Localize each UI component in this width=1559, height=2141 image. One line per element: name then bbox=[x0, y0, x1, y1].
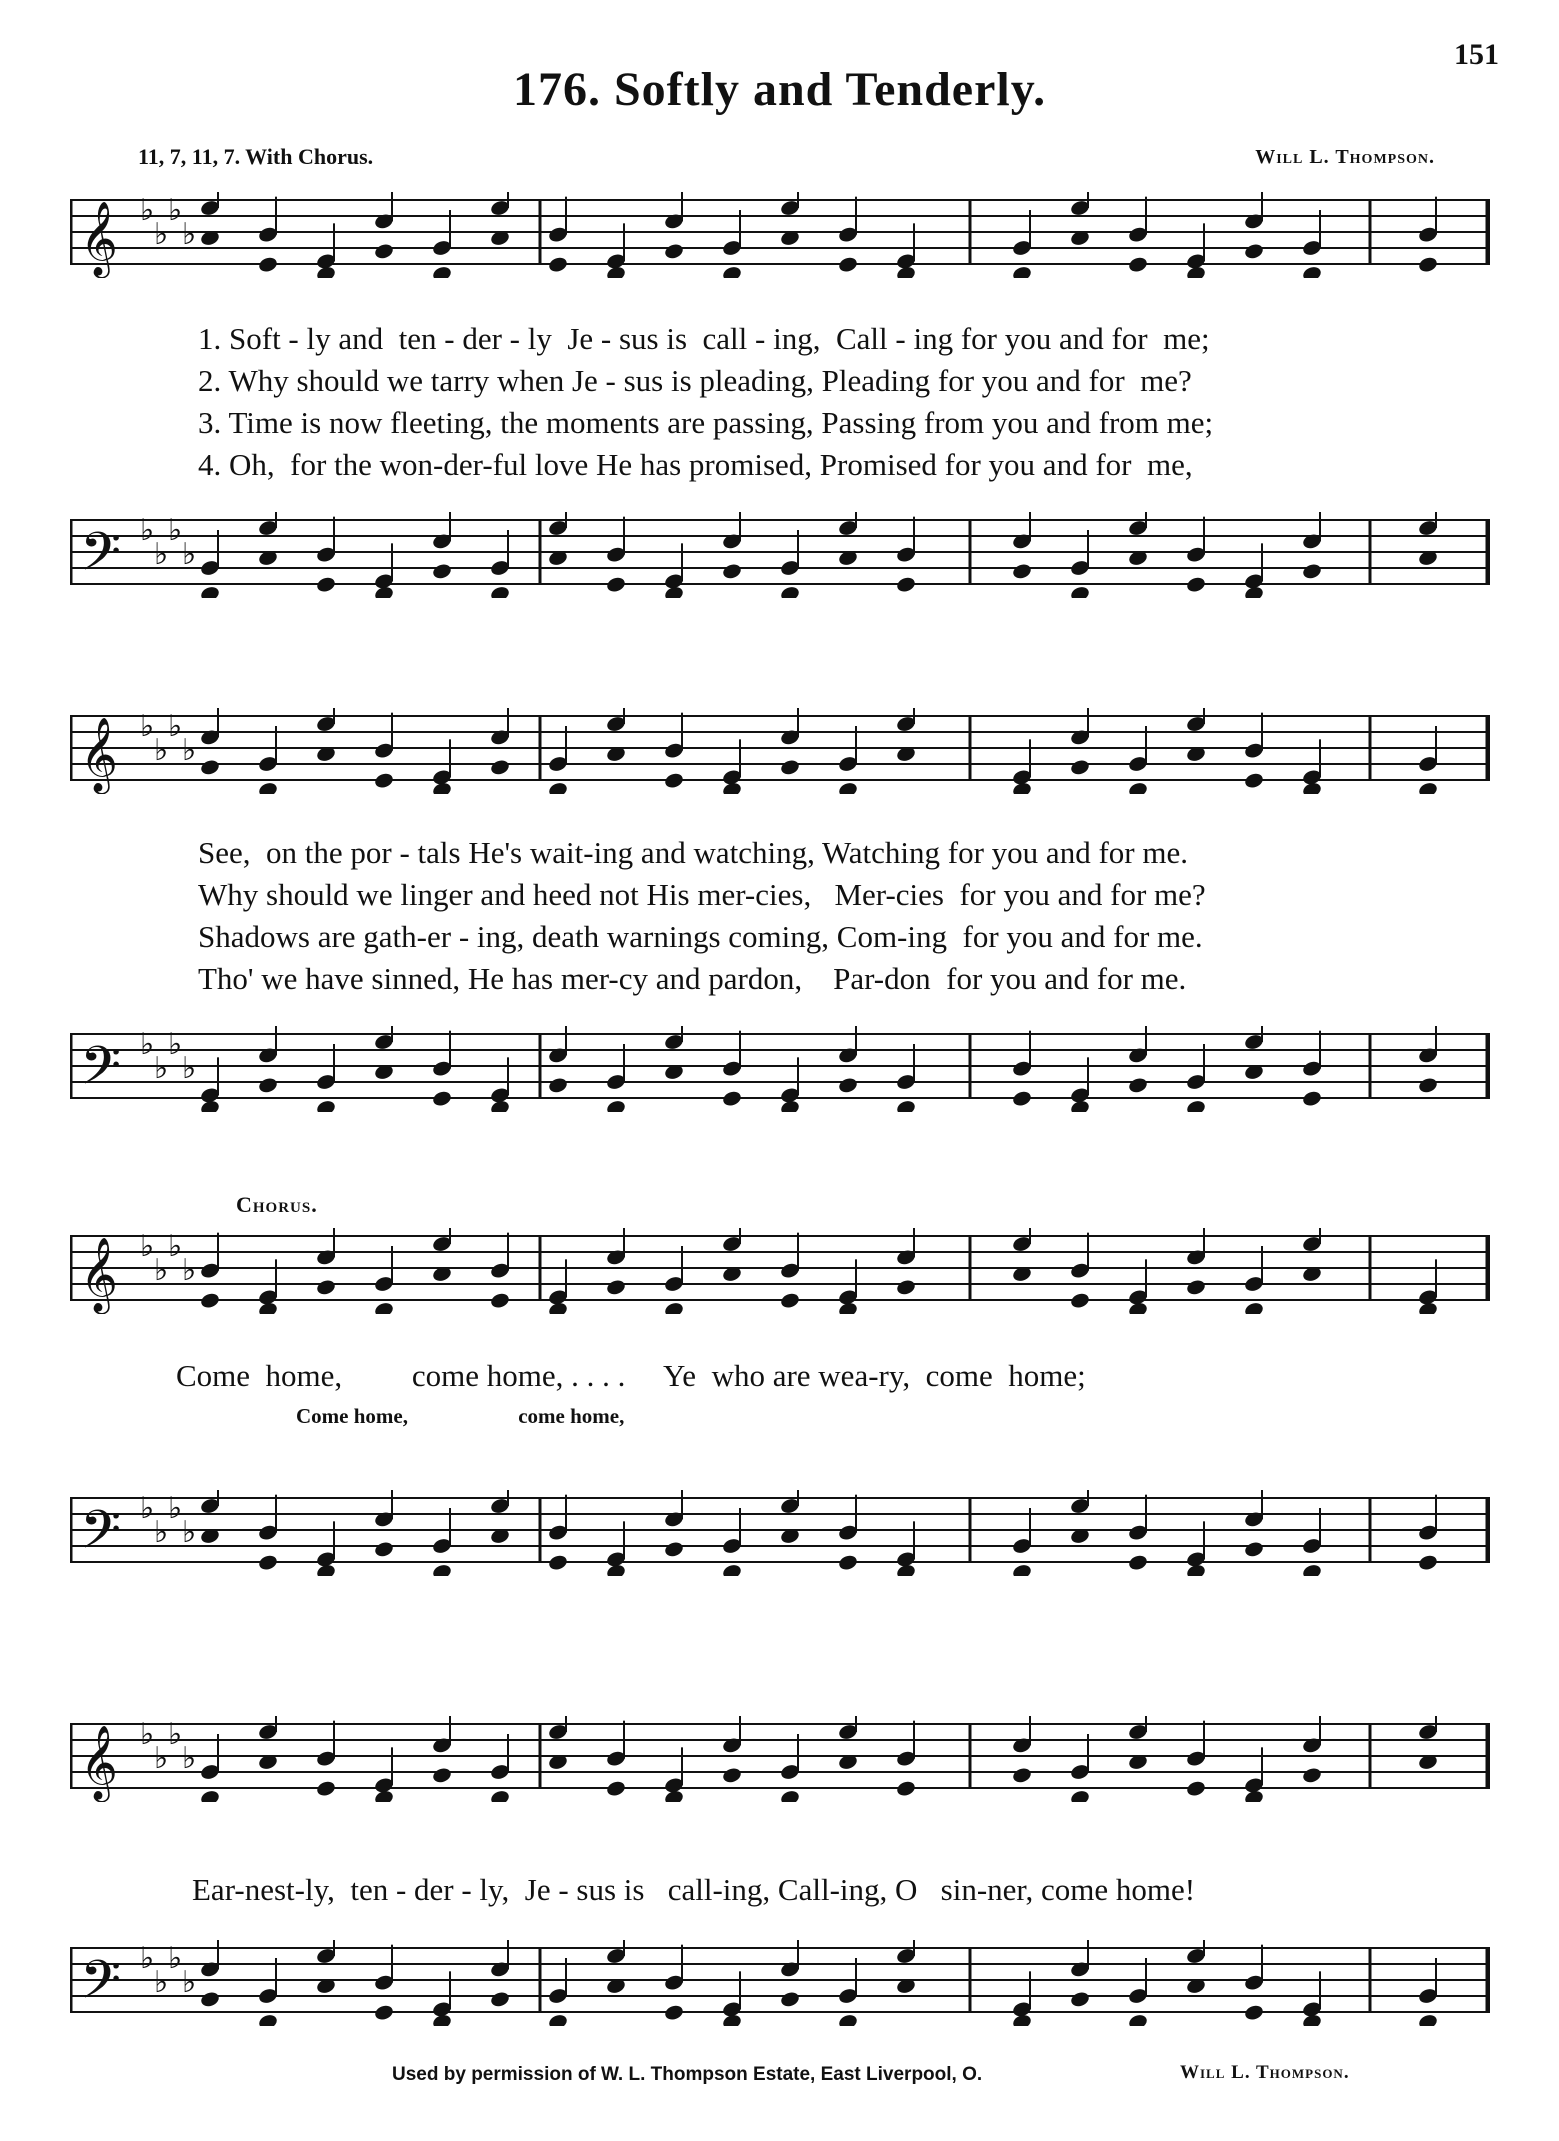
note-head bbox=[1243, 771, 1264, 789]
note-head bbox=[1301, 562, 1322, 580]
flat-icon: ♭ bbox=[140, 194, 155, 227]
flat-icon: ♭ bbox=[182, 1254, 197, 1287]
flat-icon: ♭ bbox=[140, 1492, 155, 1525]
note-head bbox=[895, 1779, 916, 1797]
note-head bbox=[721, 1089, 742, 1107]
note-head bbox=[1069, 585, 1090, 598]
note-head bbox=[547, 2013, 568, 2026]
flat-icon: ♭ bbox=[182, 1516, 197, 1549]
flat-icon: ♭ bbox=[182, 218, 197, 251]
note-head bbox=[1127, 1553, 1148, 1571]
flat-icon: ♭ bbox=[168, 1230, 183, 1263]
note-head bbox=[1243, 2003, 1264, 2021]
note-head bbox=[1301, 265, 1322, 278]
note-head bbox=[663, 1301, 684, 1314]
note-head bbox=[779, 1789, 800, 1802]
verse-line: 3. Time is now fleeting, the moments are passing, Passing from you and from me; bbox=[198, 405, 1214, 440]
note-head bbox=[431, 265, 452, 278]
permission-note: Used by permission of W. L. Thompson Estate, East Liverpool, O. bbox=[392, 2064, 983, 2085]
flat-icon: ♭ bbox=[140, 514, 155, 547]
note-head bbox=[257, 1076, 278, 1094]
bass-clef-icon: 𝄢 bbox=[80, 522, 122, 596]
flat-icon: ♭ bbox=[154, 538, 169, 571]
flat-icon: ♭ bbox=[140, 1230, 155, 1263]
staff-lines bbox=[70, 708, 1490, 794]
bass-clef-icon: 𝄢 bbox=[80, 1950, 122, 2024]
chorus-label: Chorus. bbox=[236, 1192, 318, 1217]
note-head bbox=[1243, 242, 1264, 260]
note-head bbox=[547, 255, 568, 273]
verse-line: Tho' we have sinned, He has mer-cy and pardon, Par-don for you and for me. bbox=[198, 961, 1187, 996]
note-head bbox=[315, 1779, 336, 1797]
flat-icon: ♭ bbox=[154, 1966, 169, 1999]
flat-icon: ♭ bbox=[140, 710, 155, 743]
note-head bbox=[1127, 2013, 1148, 2026]
note-head bbox=[373, 1301, 394, 1314]
flat-icon: ♭ bbox=[168, 1028, 183, 1061]
note-head bbox=[779, 585, 800, 598]
note-head bbox=[1069, 758, 1090, 776]
hymn-composer: Will L. Thompson. bbox=[1255, 146, 1435, 168]
bass-clef-icon: 𝄢 bbox=[80, 1500, 122, 1574]
bass-staff bbox=[70, 1490, 1490, 1576]
note-head bbox=[373, 242, 394, 260]
note-head bbox=[373, 771, 394, 789]
note-head bbox=[895, 1278, 916, 1296]
note-head bbox=[605, 575, 626, 593]
note-head bbox=[1417, 781, 1438, 794]
note-head bbox=[1069, 1789, 1090, 1802]
note-head bbox=[431, 1766, 452, 1784]
note-head bbox=[1243, 1301, 1264, 1314]
treble-staff bbox=[70, 708, 1490, 794]
note-head bbox=[1417, 255, 1438, 273]
note-head bbox=[489, 1291, 510, 1309]
note-head bbox=[547, 781, 568, 794]
flat-icon: ♭ bbox=[168, 194, 183, 227]
note-head bbox=[1185, 1099, 1206, 1112]
verse-block-2 bbox=[198, 832, 1206, 1000]
flat-icon: ♭ bbox=[182, 1742, 197, 1775]
hymn-meter: 11, 7, 11, 7. With Chorus. bbox=[138, 144, 374, 169]
chorus-echo-line: Come home, come home, bbox=[296, 1404, 625, 1428]
staff-lines bbox=[70, 512, 1490, 598]
note-head bbox=[1417, 1553, 1438, 1571]
note-head bbox=[1417, 1076, 1438, 1094]
bass-staff bbox=[70, 512, 1490, 598]
footer-composer: Will L. Thompson. bbox=[1180, 2062, 1350, 2083]
note-head bbox=[663, 2003, 684, 2021]
staff-lines bbox=[70, 1490, 1490, 1576]
note-head bbox=[489, 758, 510, 776]
flat-icon: ♭ bbox=[182, 1966, 197, 1999]
verse-line: 1. Soft - ly and ten - der - ly Je - sus is call - ing, Call - ing for you and for me; bbox=[198, 321, 1210, 356]
note-head bbox=[315, 1278, 336, 1296]
flat-icon: ♭ bbox=[140, 1028, 155, 1061]
note-head bbox=[779, 1990, 800, 2008]
chorus-lyric-line: Come home, come home, . . . . Ye who are wea-ry, come home; bbox=[176, 1358, 1086, 1393]
flat-icon: ♭ bbox=[168, 1718, 183, 1751]
note-head bbox=[431, 1089, 452, 1107]
note-head bbox=[373, 1540, 394, 1558]
flat-icon: ♭ bbox=[154, 1742, 169, 1775]
staff-lines bbox=[70, 192, 1490, 278]
verse-line: Shadows are gath-er - ing, death warnings coming, Com-ing for you and for me. bbox=[198, 919, 1203, 954]
flat-icon: ♭ bbox=[140, 1718, 155, 1751]
note-head bbox=[1011, 562, 1032, 580]
staff-lines bbox=[70, 1026, 1490, 1112]
verse-block-1 bbox=[198, 318, 1213, 486]
treble-clef-icon: 𝄞 bbox=[80, 718, 118, 792]
flat-icon: ♭ bbox=[182, 734, 197, 767]
note-head bbox=[1011, 1089, 1032, 1107]
note-head bbox=[431, 1563, 452, 1576]
note-head bbox=[257, 2013, 278, 2026]
note-head bbox=[895, 1099, 916, 1112]
flat-icon: ♭ bbox=[140, 1942, 155, 1975]
note-head bbox=[1069, 1291, 1090, 1309]
note-head bbox=[199, 758, 220, 776]
verse-line: 4. Oh, for the won-der-ful love He has promised, Promised for you and for me, bbox=[198, 447, 1193, 482]
note-head bbox=[373, 2003, 394, 2021]
note-head bbox=[1127, 781, 1148, 794]
treble-staff bbox=[70, 192, 1490, 278]
note-head bbox=[663, 771, 684, 789]
note-head bbox=[1011, 1563, 1032, 1576]
note-head bbox=[605, 1779, 626, 1797]
note-head bbox=[1127, 1076, 1148, 1094]
flat-icon: ♭ bbox=[182, 538, 197, 571]
flat-icon: ♭ bbox=[154, 1516, 169, 1549]
note-head bbox=[199, 1291, 220, 1309]
page-number: 151 bbox=[1454, 38, 1499, 71]
flat-icon: ♭ bbox=[154, 218, 169, 251]
note-head bbox=[1011, 1766, 1032, 1784]
flat-icon: ♭ bbox=[168, 514, 183, 547]
note-head bbox=[837, 1076, 858, 1094]
note-head bbox=[1417, 2013, 1438, 2026]
note-head bbox=[605, 1278, 626, 1296]
note-head bbox=[1243, 1540, 1264, 1558]
note-head bbox=[1301, 1089, 1322, 1107]
note-head bbox=[779, 758, 800, 776]
bass-staff bbox=[70, 1026, 1490, 1112]
note-head bbox=[721, 1766, 742, 1784]
flat-icon: ♭ bbox=[154, 1254, 169, 1287]
treble-clef-icon: 𝄞 bbox=[80, 1726, 118, 1800]
note-head bbox=[1301, 1563, 1322, 1576]
note-head bbox=[837, 255, 858, 273]
verse-line: Why should we linger and heed not His mer-cies, Mer-cies for you and for me? bbox=[198, 877, 1206, 912]
note-head bbox=[1069, 1990, 1090, 2008]
note-head bbox=[837, 1553, 858, 1571]
treble-staff bbox=[70, 1716, 1490, 1802]
note-head bbox=[257, 255, 278, 273]
flat-icon: ♭ bbox=[154, 1052, 169, 1085]
note-head bbox=[837, 781, 858, 794]
note-head bbox=[1185, 1779, 1206, 1797]
verse-line: See, on the por - tals He's wait-ing and watching, Watching for you and for me. bbox=[198, 835, 1188, 870]
note-head bbox=[489, 585, 510, 598]
note-head bbox=[721, 562, 742, 580]
treble-staff bbox=[70, 1228, 1490, 1314]
note-head bbox=[605, 1099, 626, 1112]
note-head bbox=[547, 1076, 568, 1094]
note-head bbox=[489, 1990, 510, 2008]
note-head bbox=[1185, 575, 1206, 593]
note-head bbox=[315, 1099, 336, 1112]
bass-clef-icon: 𝄢 bbox=[80, 1036, 122, 1110]
flat-icon: ♭ bbox=[168, 710, 183, 743]
chorus-lyric-line: Ear-nest-ly, ten - der - ly, Je - sus is call-ing, Call-ing, O sin-ner, come home! bbox=[192, 1872, 1196, 1907]
note-head bbox=[489, 1789, 510, 1802]
note-head bbox=[431, 562, 452, 580]
note-head bbox=[721, 265, 742, 278]
note-head bbox=[1301, 1766, 1322, 1784]
note-head bbox=[663, 1540, 684, 1558]
verse-line: 2. Why should we tarry when Je - sus is pleading, Pleading for you and for me? bbox=[198, 363, 1192, 398]
bass-staff bbox=[70, 1940, 1490, 2026]
note-head bbox=[663, 242, 684, 260]
flat-icon: ♭ bbox=[168, 1492, 183, 1525]
flat-icon: ♭ bbox=[154, 734, 169, 767]
note-head bbox=[895, 575, 916, 593]
treble-clef-icon: 𝄞 bbox=[80, 1238, 118, 1312]
treble-clef-icon: 𝄞 bbox=[80, 202, 118, 276]
note-head bbox=[779, 1291, 800, 1309]
note-head bbox=[547, 1553, 568, 1571]
staff-lines bbox=[70, 1716, 1490, 1802]
note-head bbox=[257, 1553, 278, 1571]
note-head bbox=[1011, 265, 1032, 278]
note-head bbox=[257, 781, 278, 794]
flat-icon: ♭ bbox=[182, 1052, 197, 1085]
staff-lines bbox=[70, 1940, 1490, 2026]
staff-lines bbox=[70, 1228, 1490, 1314]
note-head bbox=[837, 2013, 858, 2026]
note-head bbox=[1185, 1278, 1206, 1296]
note-head bbox=[721, 1563, 742, 1576]
note-head bbox=[315, 575, 336, 593]
note-head bbox=[199, 1789, 220, 1802]
note-head bbox=[1127, 255, 1148, 273]
hymn-title: 176. Softly and Tenderly. bbox=[512, 63, 1047, 116]
flat-icon: ♭ bbox=[168, 1942, 183, 1975]
note-head bbox=[199, 1990, 220, 2008]
note-head bbox=[199, 585, 220, 598]
